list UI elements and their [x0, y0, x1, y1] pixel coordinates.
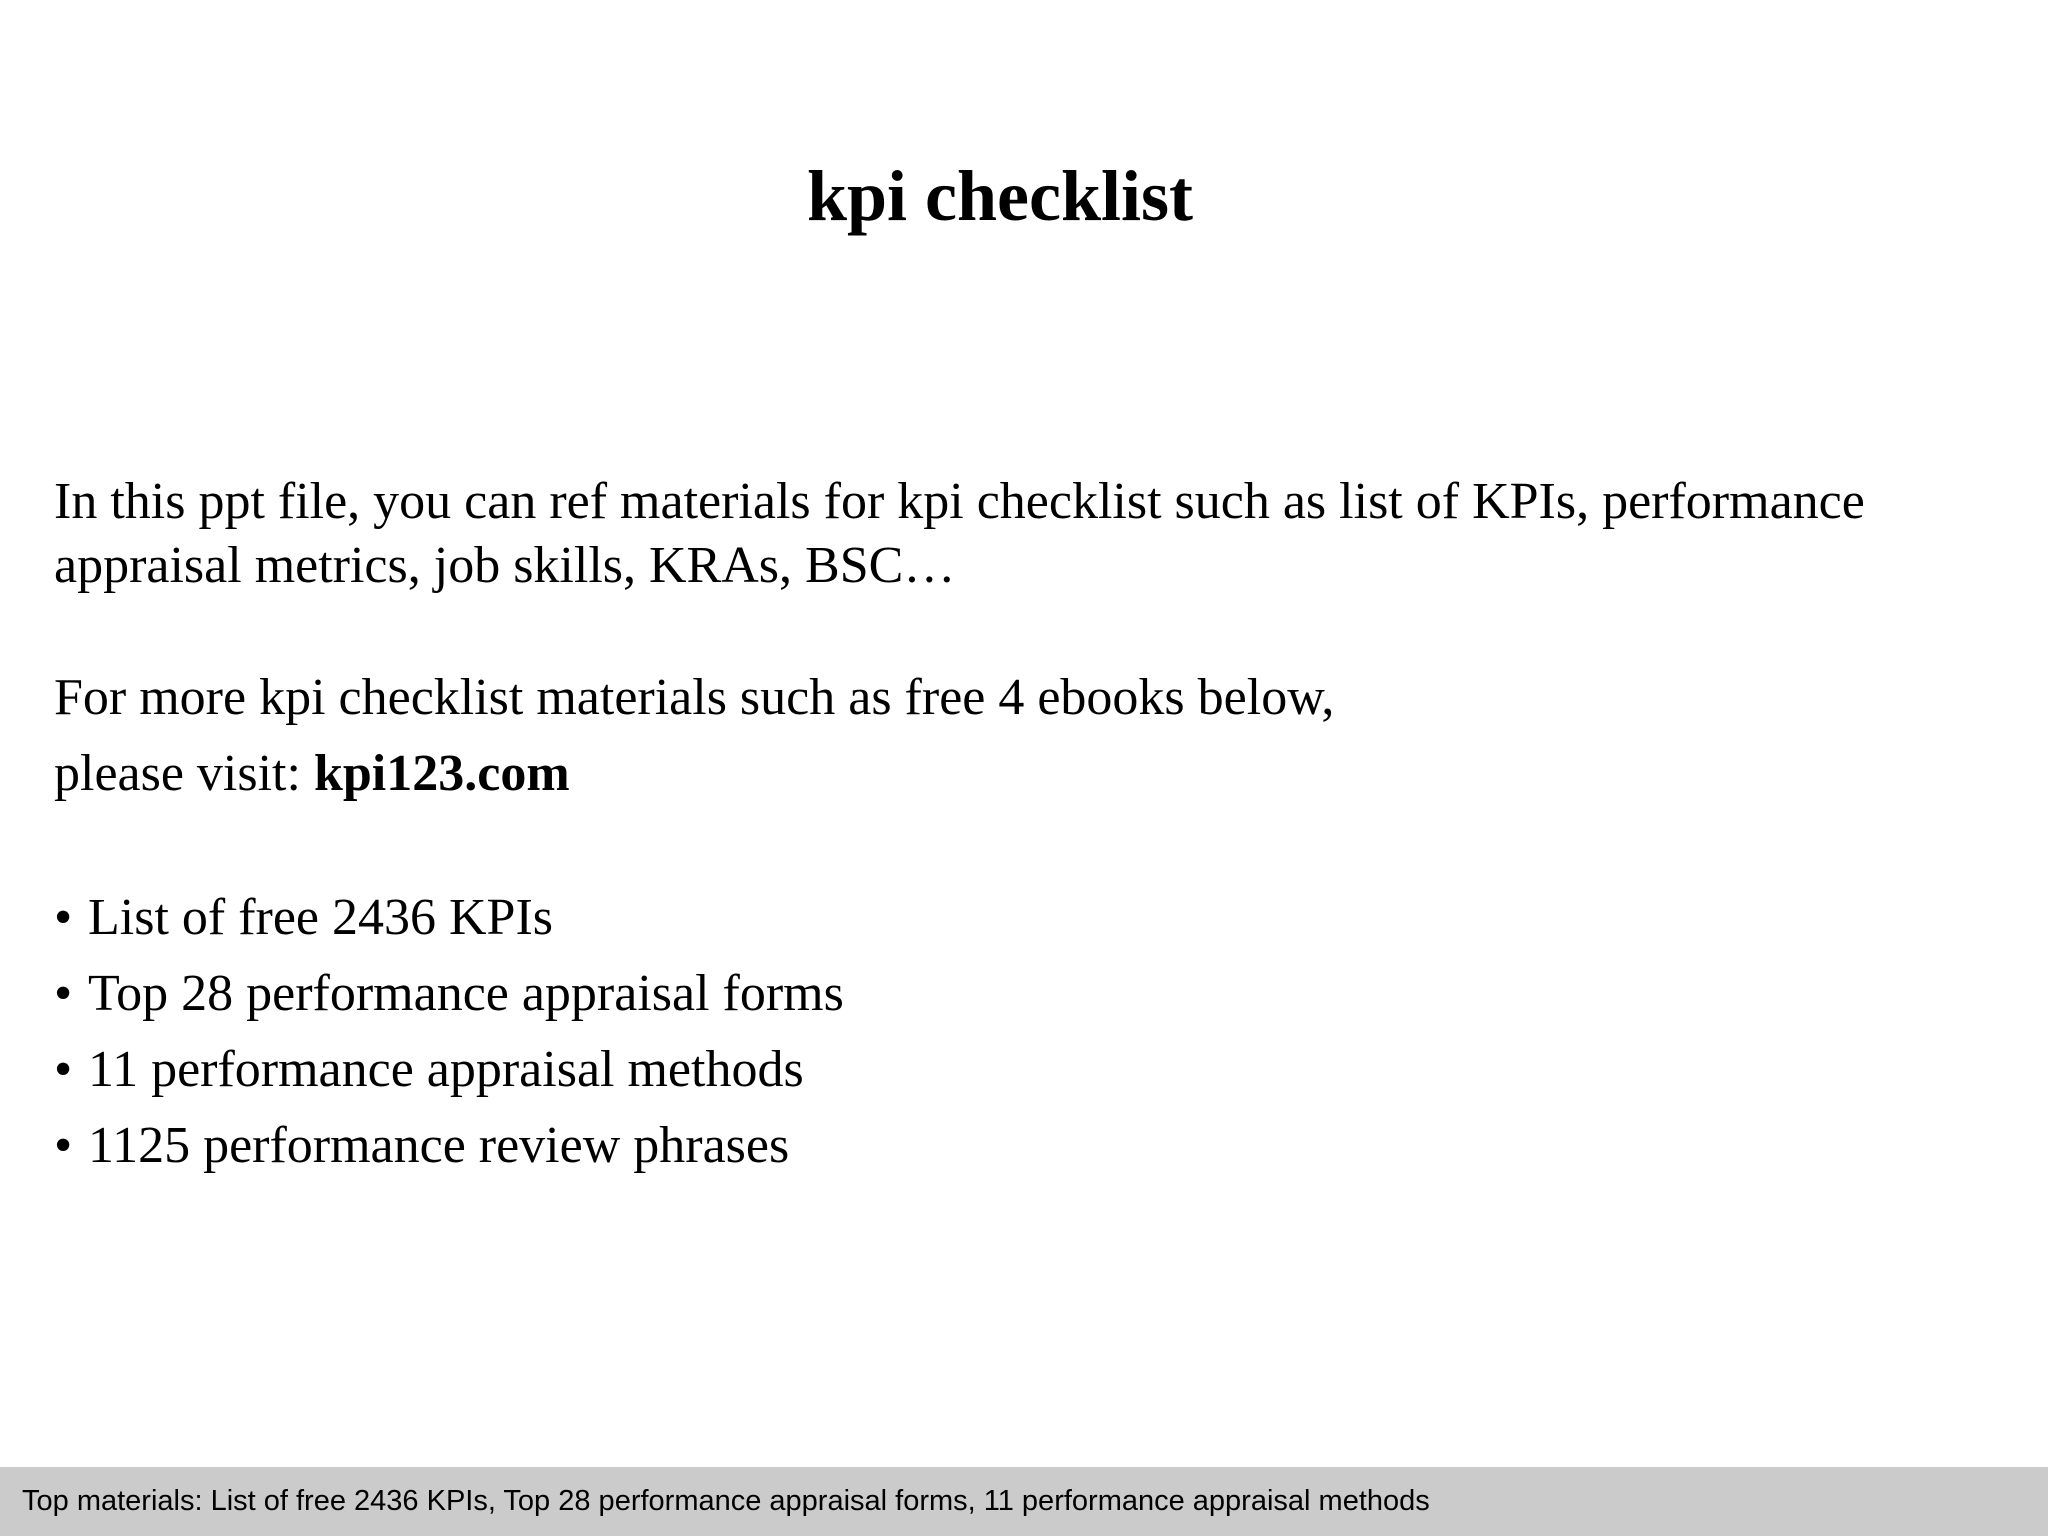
footer-bar [0, 1467, 2048, 1536]
more-info-line: For more kpi checklist materials such as free 4 ebooks below, [54, 669, 1335, 726]
ebook-list [54, 880, 844, 1184]
slide-title: kpi checklist [806, 156, 1194, 236]
more-info-paragraph [54, 660, 1954, 812]
visit-prefix: please visit: [54, 745, 314, 802]
list-item [54, 880, 844, 956]
bullet-icon: • [54, 965, 73, 1022]
intro-paragraph: In this ppt file, you can ref materials for kpi checklist such as list of KPIs, performance appraisal metrics, job skills, KRAs, BSC… [54, 473, 1865, 594]
visit-line [54, 736, 1954, 812]
list-item-label: List of free 2436 KPIs [88, 889, 554, 946]
bullet-icon: • [54, 1117, 73, 1174]
list-item-label: Top 28 performance appraisal forms [88, 965, 844, 1022]
list-item [54, 1032, 844, 1108]
slide-content [54, 470, 1954, 1174]
list-item-label: 11 performance appraisal methods [88, 1041, 804, 1098]
list-item-label: 1125 performance review phrases [88, 1117, 790, 1174]
list-item [54, 956, 844, 1032]
bullet-icon: • [54, 1041, 73, 1098]
footer-text: Top materials: List of free 2436 KPIs, Top 28 performance appraisal forms, 11 performance appraisal methods [22, 1485, 1430, 1517]
list-item [54, 1108, 844, 1184]
kpi123-link[interactable]: kpi123.com [313, 745, 570, 802]
bullet-icon: • [54, 889, 73, 946]
